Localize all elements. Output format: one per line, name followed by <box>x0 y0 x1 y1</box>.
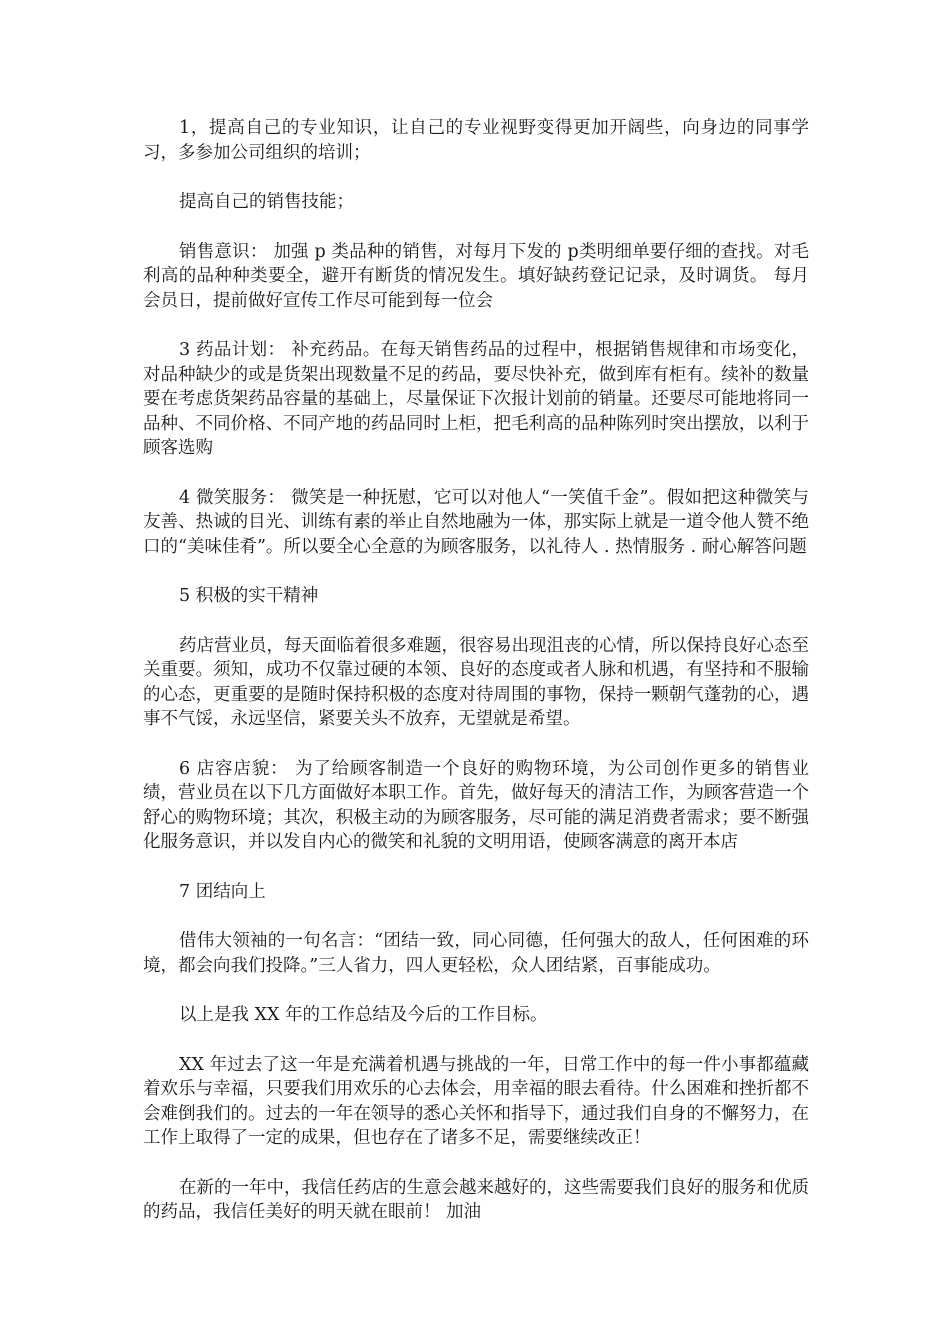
document-body <box>143 116 809 1250</box>
paragraph-sales-awareness: 销售意识： 加强 p 类品种的销售，对每月下发的 p类明细单要仔细的查找。对毛利高的品种种类要全，避开有断货的情况发生。填好缺药登记记录，及时调货。 每月会员日，提前做好宣传工作尽可能到每一位会 <box>143 241 809 311</box>
paragraph-heading-spirit: 5 积极的实干精神 <box>179 586 319 606</box>
paragraph-sales-skills: 提高自己的销售技能； <box>179 192 354 212</box>
paragraph-store-appearance: 6 店容店貌： 为了给顾客制造一个良好的购物环境，为公司创作更多的销售业绩，营业员在以下几方面做好本职工作。首先，做好每天的清洁工作，为顾客营造一个舒心的购物环境；其次，积极主动的为顾客服务，尽可能的满足消费者需求；要不断强化服务意识，并以发自内心的微笑和礼貌的文明用语，使顾客满意的离开本店 <box>143 758 809 852</box>
paragraph-year-review: XX 年过去了这一年是充满着机遇与挑战的一年，日常工作中的每一件小事都蕴藏着欢乐与幸福，只要我们用欢乐的心去体会，用幸福的眼去看待。什么困难和挫折都不会难倒我们的。过去的一年在领导的悉心关怀和指导下，通过我们自身的不懈努力，在工作上取得了一定的成果，但也存在了诸多不足，需要继续改正！ <box>143 1054 809 1148</box>
paragraph-summary: 以上是我 XX 年的工作总结及今后的工作目标。 <box>179 1005 548 1025</box>
paragraph-heading-unity: 7 团结向上 <box>179 881 266 902</box>
paragraph-training: 1，提高自己的专业知识，让自己的专业视野变得更加开阔些，向身边的同事学习，多参加公司组织的培训； <box>143 118 809 163</box>
paragraph-smile-service: 4 微笑服务： 微笑是一种抚慰，它可以对他人“一笑值千金”。假如把这种微笑与友善、热诚的目光、训练有素的举止自然地融为一体，那实际上就是一道令他人赞不绝口的“美味佳肴”。所以要全心全意的为顾客服务，以礼待人 . 热情服务 . 耐心解答问题 <box>143 487 809 557</box>
paragraph-new-year: 在新的一年中，我信任药店的生意会越来越好的，这些需要我们良好的服务和优质的药品，我信任美好的明天就在眼前！ 加油 <box>143 1177 809 1222</box>
paragraph-unity-quote: 借伟大领袖的一句名言：“团结一致，同心同德，任何强大的敌人，任何困难的环境，都会向我们投降。”三人省力，四人更轻松，众人团结紧，百事能成功。 <box>143 931 809 976</box>
paragraph-drug-plan: 3 药品计划： 补充药品。在每天销售药品的过程中，根据销售规律和市场变化，对品种缺少的或是货架出现数量不足的药品，要尽快补充，做到库有柜有。续补的数量要在考虑货架药品容量的基础上，尽量保证下次报计划前的销量。还要尽可能地将同一品种、不同价格、不同产地的药品同时上柜，把毛利高的品种陈列时突出摆放，以利于顾客选购 <box>143 340 809 458</box>
paragraph-positive-attitude: 药店营业员，每天面临着很多难题，很容易出现沮丧的心情，所以保持良好心态至关重要。须知，成功不仅靠过硬的本领、良好的态度或者人脉和机遇，有坚持和不服输的心态，更重要的是随时保持积极的态度对待周围的事物，保持一颗朝气蓬勃的心，遇事不气馁，永远坚信，紧要关头不放弃，无望就是希望。 <box>143 635 809 729</box>
